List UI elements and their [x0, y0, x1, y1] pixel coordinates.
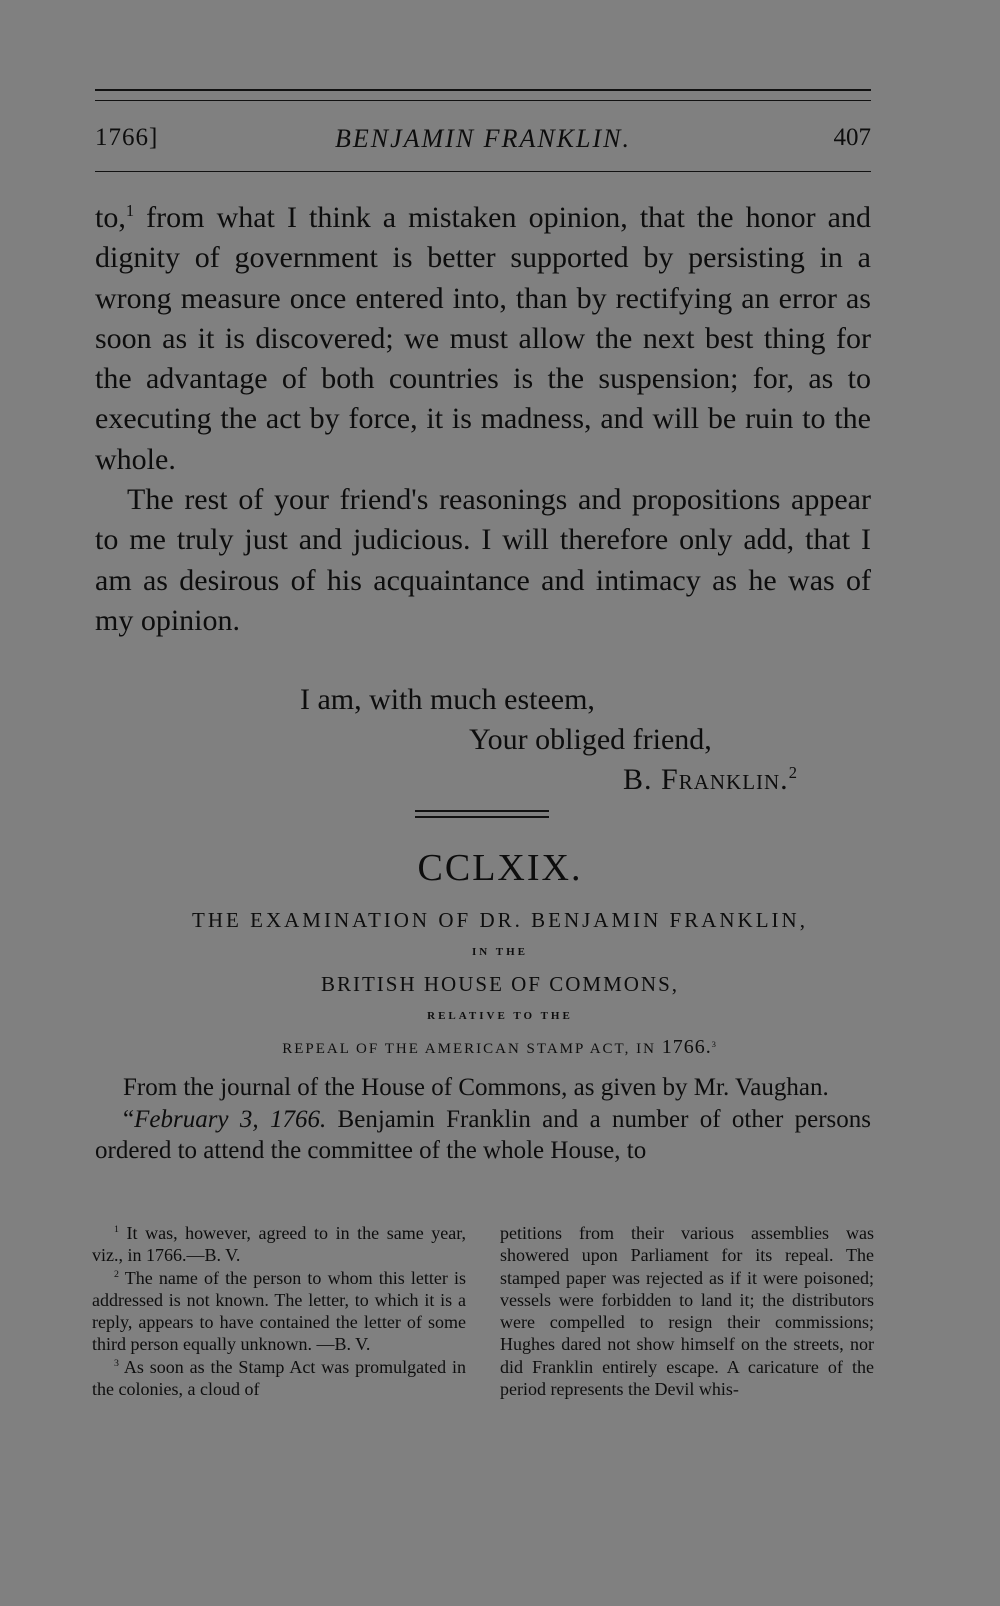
- footnote-3: $^3$ As soon as the Stamp Act was promulgated in the colonies, a cloud of: [92, 1356, 466, 1400]
- signature: B. Franklin.$^2$: [623, 763, 797, 796]
- letter-paragraph-1: to,$^1$ from what I think a mistaken opinion, that the honor and dignity of government is better supported by persisting in a wrong measure once entered into, than by rectifying an error as soon as it is discovered; we must allow the next best thing for the advantage of both countries is the suspension; for, as to executing the act by force, it is madness, and will be ruin to the whole.: [95, 201, 871, 476]
- section-caption-line-2: IN THE: [471, 946, 528, 958]
- footnote-ref-2: 2: [788, 763, 797, 782]
- header-rule: [95, 171, 871, 172]
- section-body: [95, 1072, 871, 1167]
- header-title: BENJAMIN FRANKLIN.: [335, 124, 631, 153]
- section-caption-line-4: RELATIVE TO THE: [427, 1010, 573, 1022]
- section-divider-bottom: [415, 816, 549, 818]
- footnote-2: $^2$ The name of the person to whom this letter is addressed is not known. The letter, to which it is a reply, appears to have contained the letter of some third person equally unknown. —B. V.: [92, 1267, 466, 1355]
- section-number: CCLXIX.: [417, 847, 583, 889]
- running-header: [95, 124, 871, 160]
- letter-paragraph-2: The rest of your friend's reasonings and propositions appear to me truly just and judicious. I will therefore only add, that I am as desirous of his acquaintance and intimacy as he was of my opinion.: [95, 483, 871, 637]
- top-rule-thin: [95, 100, 871, 101]
- entry-date: February 3, 1766.: [134, 1105, 327, 1133]
- section-divider-top: [415, 810, 549, 812]
- footnotes-left-column: [92, 1222, 466, 1400]
- footnote-3-continued: petitions from their various assemblies was showered upon Parliament for its repeal. The stamped paper was rejected as if it were poisoned; vessels were forbidden to land it; the distributors were compelled to resign their commissions; Hughes dared not show himself on the streets, nor did Franklin entirely escape. A caricature of the period represents the Devil whis-: [500, 1223, 874, 1400]
- closing-line-1: I am, with much esteem,: [300, 683, 595, 716]
- section-caption-line-5: REPEAL OF THE AMERICAN STAMP ACT, IN 1766.$^3$: [282, 1036, 718, 1058]
- closing-line-2: Your obliged friend,: [469, 723, 712, 756]
- section-caption-line-3: BRITISH HOUSE OF COMMONS,: [320, 972, 680, 996]
- journal-entry: “February 3, 1766. Benjamin Franklin and a number of other persons ordered to attend the committee of the whole House, to: [95, 1105, 871, 1164]
- footnote-ref-3: 3: [711, 1040, 718, 1049]
- section-caption-line-1: THE EXAMINATION OF DR. BENJAMIN FRANKLIN,: [192, 908, 808, 932]
- footnotes-right-column: [500, 1222, 874, 1400]
- footnote-ref-1: 1: [125, 201, 135, 220]
- header-year: 1766]: [95, 124, 159, 151]
- source-note: From the journal of the House of Commons, as given by Mr. Vaughan.: [123, 1074, 829, 1101]
- footnote-1: $^1$ It was, however, agreed to in the same year, viz., in 1766.—B. V.: [92, 1223, 467, 1266]
- top-rule-thick: [95, 89, 871, 91]
- page-number: 407: [833, 124, 871, 151]
- letter-body: [95, 198, 871, 641]
